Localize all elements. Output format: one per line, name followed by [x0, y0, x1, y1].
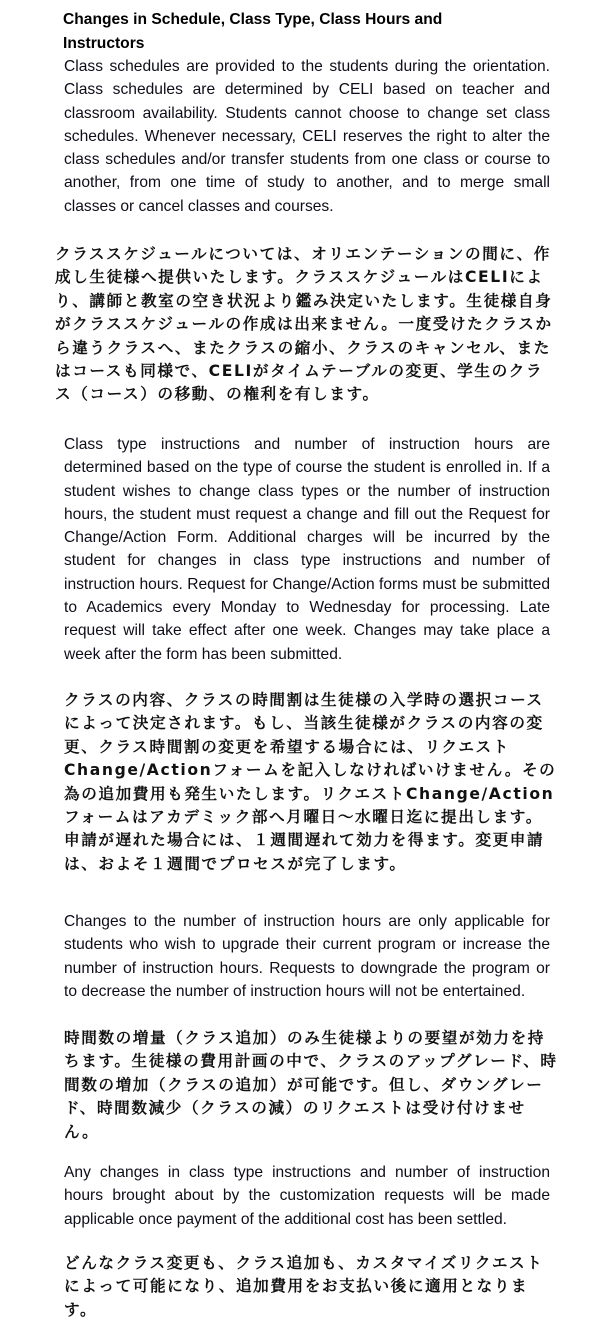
section-3-english: Changes to the number of instruction hours are only applicable for students who wish to upgrade their current program or increase the number of instruction hours. Requests to downgrade the program or to decrease the number of instruction hours will not be entertained.: [64, 913, 550, 1000]
section-2-japanese: クラスの内容、クラスの時間割は生徒様の入学時の選択コースによって決定されます。もし、当該生徒様がクラスの内容の変更、クラス時間割の変更を希望する場合には、リクエストChange/Actionフォームを記入しなければいけません。その為の追加費用も発生いたします。リクエストChange/Actionフォームはアカデミック部へ月曜日～水曜日迄に提出します。申請が遅れた場合には、１週間遅れて効力を得ます。変更申請は、およそ１週間でプロセスが完了します。: [64, 691, 557, 873]
section-4-english: Any changes in class type instructions and number of instruction hours brought about by the customization requests will be made applicable once payment of the additional cost has been settled.: [64, 1164, 550, 1228]
section-4-japanese: どんなクラス変更も、クラス追加も、カスタマイズリクエストによって可能になり、追加費用をお支払い後に適用となります。: [64, 1254, 544, 1319]
section-2-english: Class type instructions and number of instruction hours are determined based on the type of course the student is enrolled in. If a student wishes to change class types or the number of instruction hours, the student must request a change and fill out the Request for Change/Action Form. Additional charges will be incurred by the student for changes in class type instructions and number of instruction hours. Request for Change/Action forms must be submitted to Academics every Monday to Wednesday for processing. Late request will take effect after one week. Changes may take place a week after the form has been submitted.: [64, 436, 550, 663]
section-1-english: Class schedules are provided to the students during the orientation. Class schedules are determined by CELI based on teacher and classroom availability. Students cannot choose to change set class schedules. Whenever necessary, CELI reserves the right to alter the class schedules and/or transfer students from one class or course to another, from one time of study to another, and to merge small classes or cancel classes and courses.: [64, 58, 550, 215]
document-title: Changes in Schedule, Class Type, Class Hours and Instructors: [63, 11, 443, 52]
section-3-japanese: 時間数の増量（クラス追加）のみ生徒様よりの要望が効力を持ちます。生徒様の費用計画の中で、クラスのアップグレード、時間数の増加（クラスの追加）が可能です。但し、ダウングレード、時間数減少（クラスの減）のリクエストは受け付けません。: [64, 1029, 558, 1141]
section-1-japanese: クラススケジュールについては、オリエンテーションの間に、作成し生徒様へ提供いたします。クラススケジュールはCELIにより、講師と教室の空き状況より鑑み決定いたします。生徒様自身がクラススケジュールの作成は出来ません。一度受けたクラスから違うクラスへ、またクラスの縮小、クラスのキャンセル、またはコースも同様で、CELIがタイムテーブルの変更、学生のクラス（コース）の移動、の権利を有します。: [55, 245, 553, 404]
